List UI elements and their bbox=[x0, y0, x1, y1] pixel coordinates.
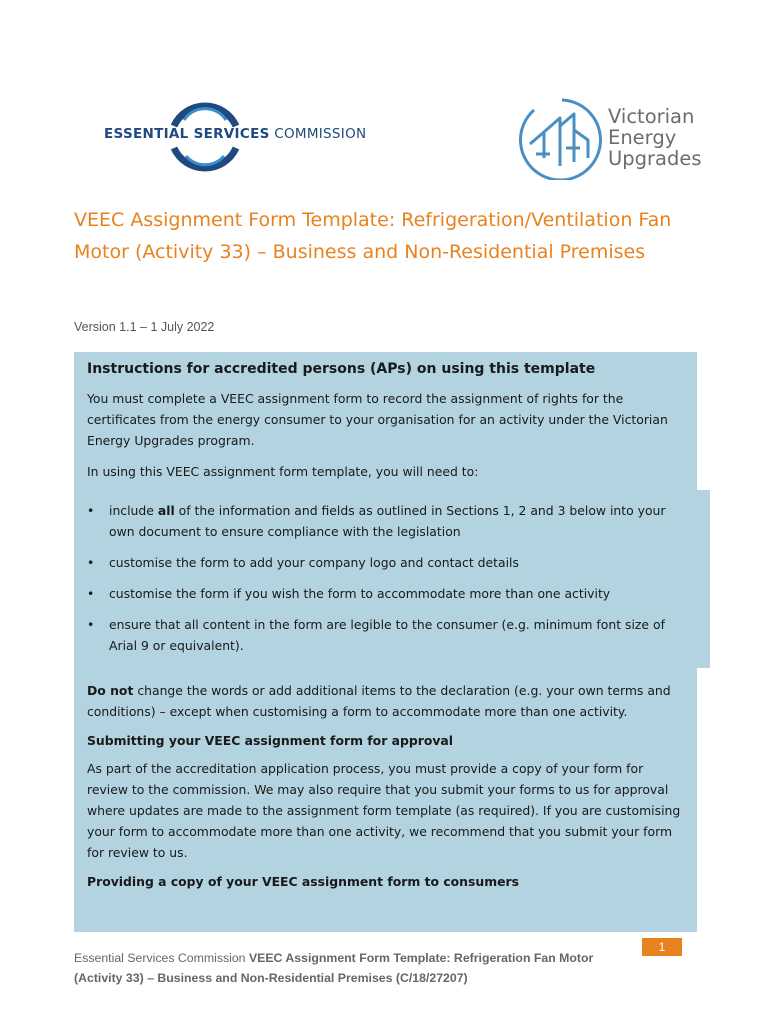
instructions-list bbox=[87, 500, 687, 656]
veu-logo bbox=[516, 96, 726, 180]
list-item: • customise the form if you wish the form to accommodate more than one activity bbox=[87, 583, 687, 604]
document-version: Version 1.1 – 1 July 2022 bbox=[74, 320, 215, 334]
instructions-intro: You must complete a VEEC assignment form to record the assignment of rights for the certificates from the energy consumer to your organisation for an activity under the Victorian Energy Upgrades program. bbox=[87, 391, 668, 448]
bullet-icon: • bbox=[87, 555, 95, 570]
submit-heading: Submitting your VEEC assignment form for approval bbox=[87, 733, 454, 748]
page-number: 1 bbox=[642, 938, 682, 956]
esc-logo bbox=[104, 96, 394, 178]
panel-extension bbox=[697, 490, 710, 668]
bullet-icon: • bbox=[87, 503, 95, 518]
document-title: VEEC Assignment Form Template: Refrigeration/Ventilation Fan Motor (Activity 33) – Business and Non-Residential Premises bbox=[74, 209, 672, 263]
bullet-icon: • bbox=[87, 586, 95, 601]
bullet-icon: • bbox=[87, 617, 95, 632]
footer-org: Essential Services Commission bbox=[74, 951, 249, 965]
do-not-paragraph: Do not change the words or add additional items to the declaration (e.g. your own terms and conditions) – except when customising a form to accommodate more than one activity. bbox=[87, 683, 671, 719]
submit-body: As part of the accreditation application process, you must provide a copy of your form for review to the commission. We may also require that you submit your forms to us for approval where updates are made to the assignment form template (as required). If you are customising your form to accommodate more than one activity, we recommend that you submit your form for review to us. bbox=[87, 761, 681, 860]
esc-wordmark: ESSENTIAL SERVICES COMMISSION bbox=[104, 126, 367, 142]
copy-heading: Providing a copy of your VEEC assignment form to consumers bbox=[87, 874, 520, 889]
page-footer bbox=[74, 948, 639, 988]
instructions-panel bbox=[74, 352, 697, 932]
instructions-heading: Instructions for accredited persons (APs) on using this template bbox=[87, 361, 596, 377]
list-item: • ensure that all content in the form are legible to the consumer (e.g. minimum font size of Arial 9 or equivalent). bbox=[87, 614, 687, 656]
veu-wordmark: Victorian Energy Upgrades bbox=[608, 105, 702, 170]
veu-house-icon bbox=[516, 96, 608, 180]
list-item: • include all of the information and fields as outlined in Sections 1, 2 and 3 below into your own document to ensure compliance with the legislation bbox=[87, 500, 687, 542]
list-item: • customise the form to add your company logo and contact details bbox=[87, 552, 687, 573]
instructions-lead-in: In using this VEEC assignment form template, you will need to: bbox=[87, 464, 479, 479]
footer-doc-title: VEEC Assignment Form Template: Refrigeration Fan Motor (Activity 33) – Business and Non-Residential Premises (C/18/27207) bbox=[74, 951, 594, 985]
